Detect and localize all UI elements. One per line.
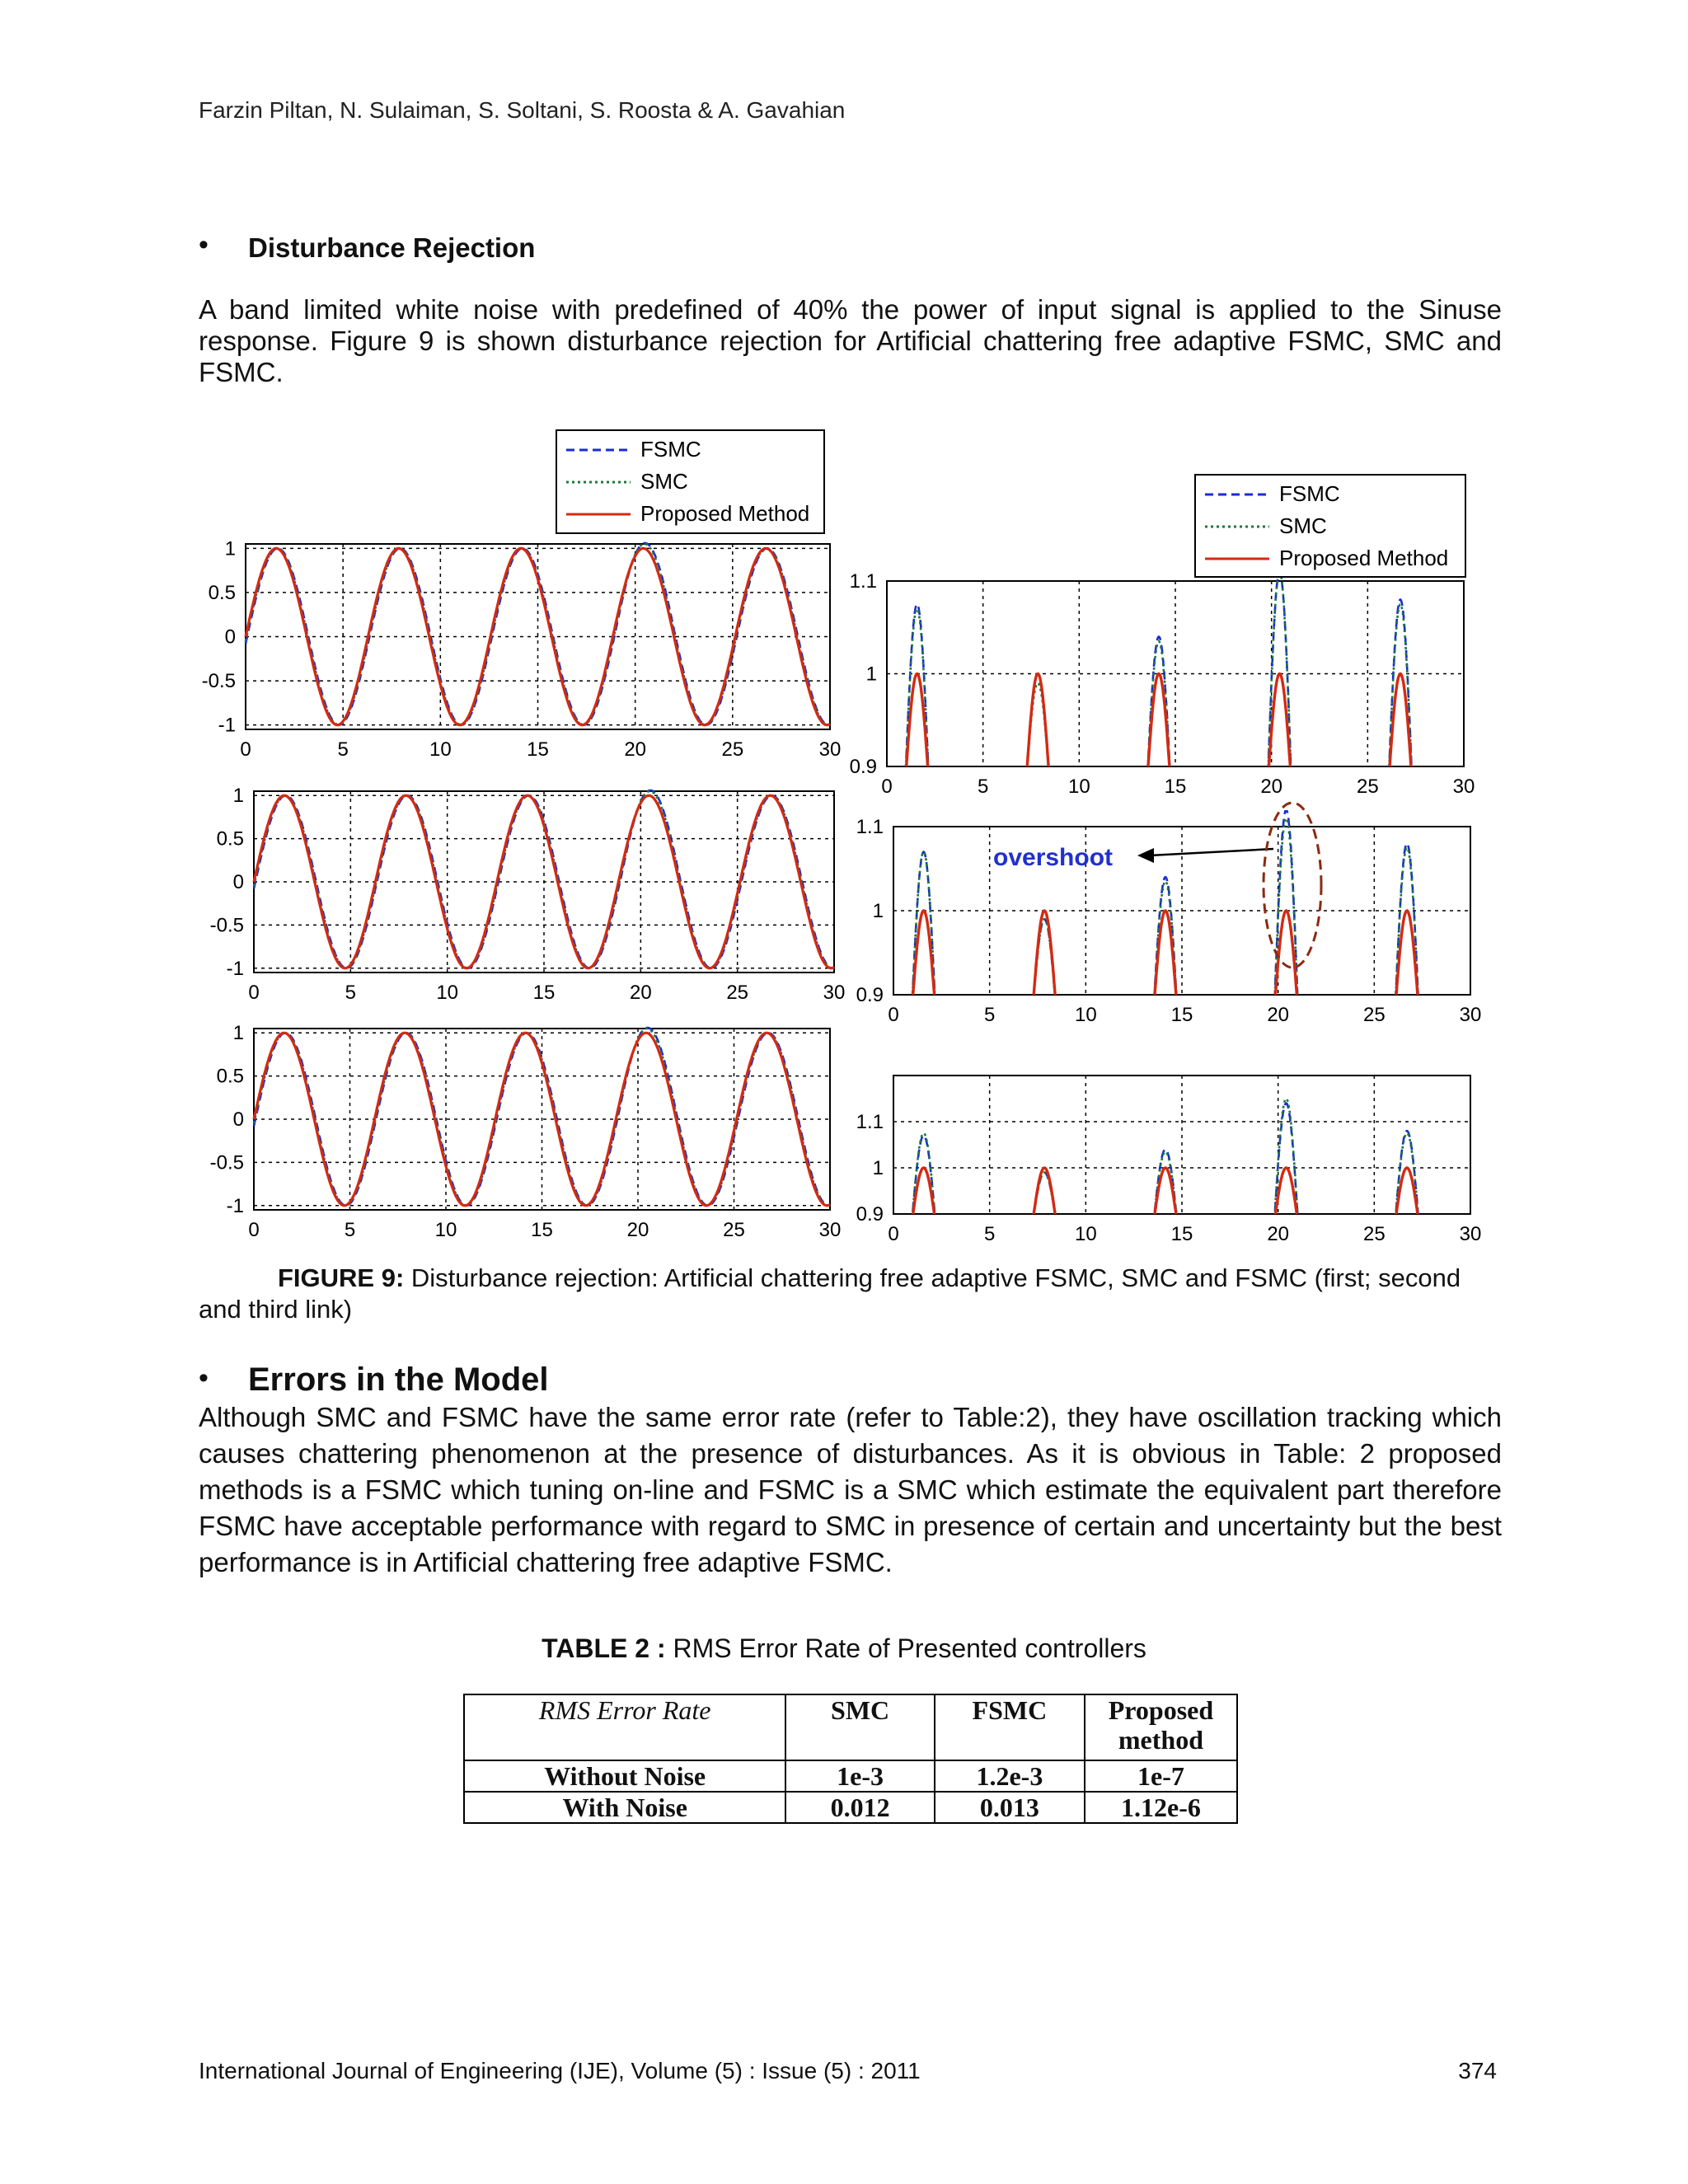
legend-label: Proposed Method (1279, 546, 1449, 570)
x-tick-label: 0 (888, 1223, 899, 1245)
y-tick-label: 0.9 (849, 756, 877, 778)
y-tick-label: 1.1 (849, 570, 877, 593)
y-tick-label: -0.5 (209, 1151, 244, 1174)
chart-left-3 (210, 1022, 842, 1241)
chart-legend (556, 430, 824, 533)
y-tick-label: 0.5 (216, 827, 244, 851)
x-tick-label: 0 (888, 1004, 899, 1026)
y-tick-label: 1 (232, 1022, 244, 1045)
chart-legend (1195, 475, 1465, 577)
chart-left-2 (210, 785, 846, 1004)
table-cell: 0.012 (785, 1792, 935, 1823)
y-tick-label: -1 (218, 714, 236, 737)
x-tick-label: 10 (436, 982, 459, 1004)
section-heading-disturbance: Disturbance Rejection (248, 232, 536, 263)
x-tick-label: 20 (1267, 1004, 1290, 1026)
table-caption-label: TABLE 2 : (542, 1633, 666, 1663)
x-tick-label: 15 (1170, 1223, 1193, 1245)
chart-right-2 (856, 810, 1482, 1026)
table-row (464, 1792, 1237, 1823)
x-tick-label: 20 (629, 982, 652, 1004)
x-tick-label: 25 (723, 1219, 745, 1241)
table-header-row (464, 1694, 1237, 1760)
chart-right-3 (856, 1076, 1482, 1245)
x-tick-label: 30 (1459, 1004, 1482, 1026)
x-tick-label: 30 (1452, 776, 1475, 798)
x-tick-label: 25 (1356, 776, 1379, 798)
legend-label: Proposed Method (640, 501, 810, 526)
legend-label: SMC (640, 469, 688, 494)
x-tick-label: 5 (977, 776, 989, 798)
y-tick-label: 0 (232, 871, 244, 893)
x-tick-label: 15 (1164, 776, 1187, 798)
x-tick-label: 10 (1067, 776, 1090, 798)
x-tick-label: 0 (248, 982, 260, 1004)
x-tick-label: 30 (818, 1219, 842, 1241)
x-tick-label: 20 (1267, 1223, 1290, 1245)
y-tick-label: 1 (872, 1157, 884, 1179)
y-tick-label: -1 (226, 957, 244, 980)
y-tick-label: 1 (224, 537, 236, 560)
y-tick-label: -0.5 (201, 670, 236, 693)
table-header-cell: RMS Error Rate (464, 1694, 785, 1760)
table-cell: 1.2e-3 (935, 1760, 1085, 1792)
chart-left-1 (202, 537, 842, 761)
y-tick-label: 0 (224, 626, 236, 649)
x-tick-label: 15 (531, 1219, 553, 1241)
legend-label: SMC (1279, 513, 1327, 538)
y-tick-label: 1 (865, 663, 877, 686)
x-tick-label: 5 (345, 982, 357, 1004)
x-tick-label: 20 (624, 738, 647, 761)
table-header-cell: Proposed method (1085, 1694, 1237, 1760)
y-tick-label: 0 (232, 1108, 244, 1131)
table-cell: 1e-3 (785, 1760, 935, 1792)
x-tick-label: 25 (1362, 1223, 1386, 1245)
x-tick-label: 0 (240, 738, 251, 761)
x-tick-label: 15 (532, 982, 556, 1004)
x-tick-label: 25 (1362, 1004, 1386, 1026)
x-tick-label: 15 (527, 738, 549, 761)
table-caption-text: RMS Error Rate of Presented controllers (665, 1633, 1146, 1663)
figure-9 (0, 420, 1688, 1257)
x-tick-label: 10 (1074, 1223, 1097, 1245)
y-tick-label: -1 (226, 1194, 244, 1217)
chart-right-1 (850, 570, 1475, 798)
y-tick-label: 0.5 (216, 1065, 244, 1088)
x-tick-label: 5 (983, 1004, 996, 1026)
footer-page-number: 374 (1458, 2058, 1497, 2083)
x-tick-label: 5 (983, 1223, 996, 1245)
table-cell: 1.12e-6 (1085, 1792, 1237, 1823)
table-cell: With Noise (464, 1792, 785, 1823)
x-tick-label: 10 (434, 1219, 457, 1241)
y-tick-label: 0.9 (856, 1203, 884, 1226)
x-tick-label: 10 (429, 738, 452, 761)
paragraph-errors: Although SMC and FSMC have the same error rate (refer to Table:2), they have oscillation tracking which causes chattering phenomenon at the presence of disturbances. As it is obvious in Table: 2 proposed methods is a FSMC which tuning on-line and FSMC is a SMC which estimate the equivalent part therefore FSMC have acceptable performance with regard to SMC in presence of certain and uncertainty but the best performance is in Artificial chattering free adaptive FSMC. (199, 1402, 1502, 1577)
table-row (464, 1760, 1237, 1792)
table-cell: Without Noise (464, 1760, 785, 1792)
table-caption (0, 1633, 1688, 1664)
y-tick-label: 1 (872, 900, 884, 922)
x-tick-label: 30 (823, 982, 846, 1004)
x-tick-label: 0 (248, 1219, 260, 1241)
legend-label: FSMC (640, 437, 701, 462)
x-tick-label: 30 (1459, 1223, 1482, 1245)
running-header-authors: Farzin Piltan, N. Sulaiman, S. Soltani, S. Roosta & A. Gavahian (199, 97, 846, 123)
figure-caption-text: Disturbance rejection: Artificial chattering free adaptive FSMC, SMC and FSMC (first; second and third link) (199, 1263, 1461, 1324)
x-tick-label: 25 (726, 982, 749, 1004)
overshoot-label: overshoot (993, 844, 1114, 871)
footer-journal: International Journal of Engineering (IJE), Volume (5) : Issue (5) : 2011 (199, 2058, 921, 2083)
y-tick-label: 0.9 (856, 984, 884, 1006)
x-tick-label: 25 (721, 738, 744, 761)
figure-caption-label: FIGURE 9: (278, 1263, 405, 1292)
table-cell: 0.013 (935, 1792, 1085, 1823)
x-tick-label: 15 (1170, 1004, 1193, 1026)
figure-caption (199, 1263, 1502, 1325)
legend-label: FSMC (1279, 481, 1340, 506)
x-tick-label: 10 (1074, 1004, 1097, 1026)
table-header-cell: FSMC (935, 1694, 1085, 1760)
x-tick-label: 5 (344, 1219, 356, 1241)
bullet-icon: • (199, 1362, 209, 1394)
table-cell: 1e-7 (1085, 1760, 1237, 1792)
section-heading-errors: Errors in the Model (248, 1361, 549, 1398)
y-tick-label: 1.1 (856, 1111, 884, 1133)
x-tick-label: 30 (818, 738, 842, 761)
y-tick-label: 1.1 (856, 816, 884, 838)
y-tick-label: 1 (232, 785, 244, 808)
bullet-icon: • (199, 229, 209, 260)
table-header-cell: SMC (785, 1694, 935, 1760)
x-tick-label: 20 (626, 1219, 649, 1241)
rms-error-table (463, 1694, 1238, 1824)
y-tick-label: 0.5 (208, 581, 236, 604)
x-tick-label: 0 (881, 776, 893, 798)
x-tick-label: 5 (337, 738, 349, 761)
paragraph-disturbance: A band limited white noise with predefined of 40% the power of input signal is applied to the Sinuse response. Figure 9 is shown disturbance rejection for Artificial chattering free adaptive FSMC, SMC and FSMC. (199, 294, 1502, 387)
y-tick-label: -0.5 (209, 914, 244, 937)
x-tick-label: 20 (1260, 776, 1283, 798)
